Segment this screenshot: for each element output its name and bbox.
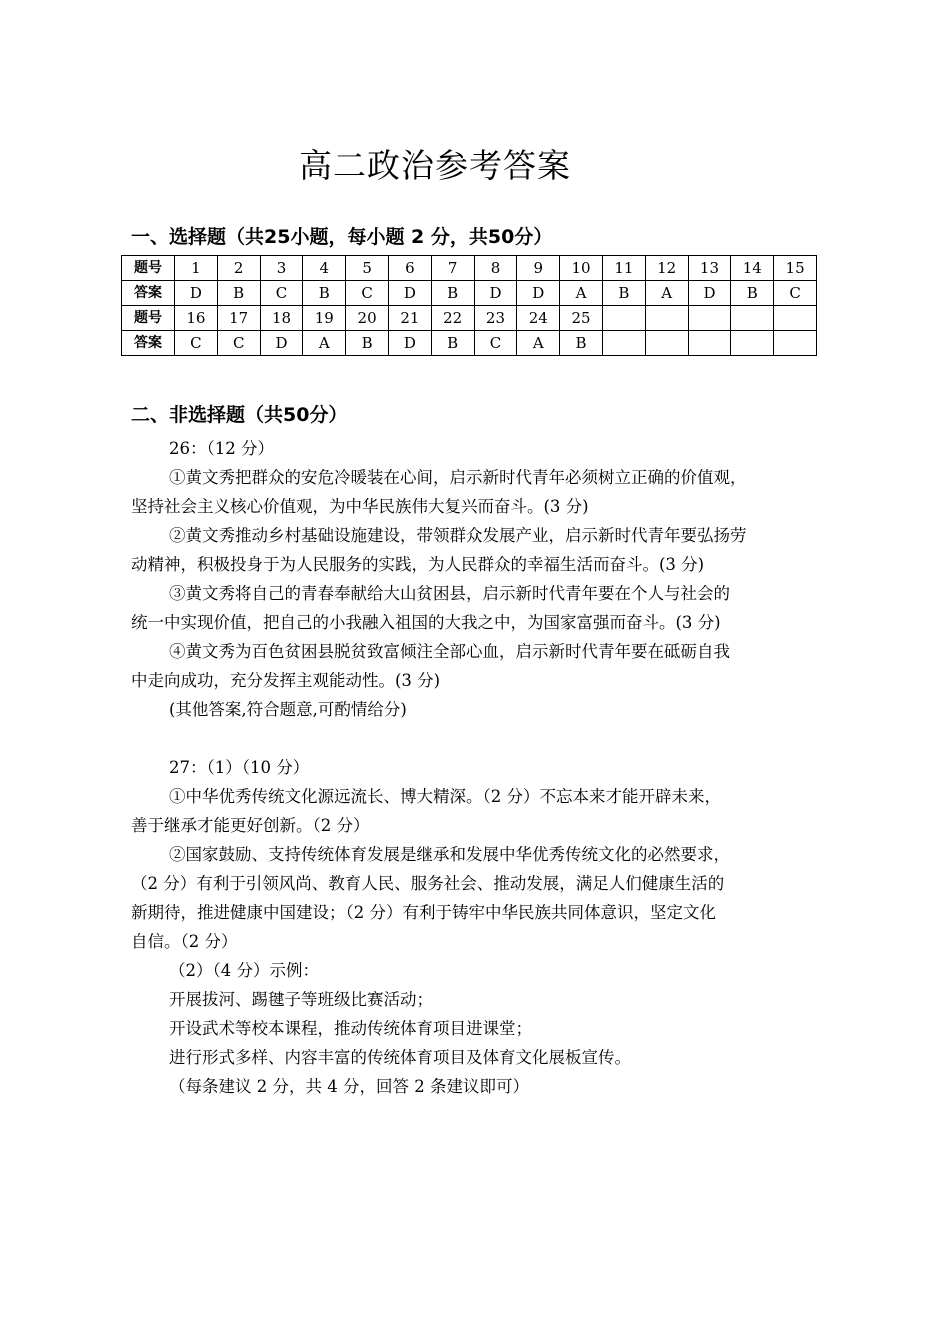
empty-cell [602, 306, 645, 331]
answer-cell: C [217, 331, 260, 356]
question-number: 14 [731, 256, 774, 281]
answer-line: ④黄文秀为百色贫困县脱贫致富倾注全部心血，启示新时代青年要在砥砺自我 [169, 642, 730, 661]
answer-cell: B [560, 331, 603, 356]
answer-cell: B [431, 331, 474, 356]
question-number: 11 [602, 256, 645, 281]
answer-line: 动精神，积极投身于为人民服务的实践，为人民群众的幸福生活而奋斗。(3 分) [131, 555, 705, 574]
answer-line: 自信。（2 分） [131, 932, 238, 951]
answer-cell: C [774, 281, 817, 306]
answer-line: （2 分）有利于引领风尚、教育人民、服务社会、推动发展，满足人们健康生活的 [131, 874, 725, 893]
question-27-part2-header: （2）（4 分）示例： [169, 961, 319, 980]
question-number: 24 [517, 306, 560, 331]
question-26-header: 26：（12 分） [169, 439, 274, 458]
answer-table [121, 255, 817, 356]
answer-cell: B [217, 281, 260, 306]
answer-cell: B [731, 281, 774, 306]
answer-line: ①黄文秀把群众的安危冷暖装在心间，启示新时代青年必须树立正确的价值观， [169, 468, 747, 487]
answer-cell: C [175, 331, 218, 356]
answer-cell: D [474, 281, 517, 306]
question-number: 9 [517, 256, 560, 281]
empty-cell [731, 306, 774, 331]
answer-cell: B [431, 281, 474, 306]
scoring-note: （每条建议 2 分，共 4 分，回答 2 条建议即可） [169, 1077, 529, 1096]
scoring-note: (其他答案,符合题意,可酌情给分) [169, 700, 407, 719]
question-number: 7 [431, 256, 474, 281]
answer-cell: A [303, 331, 346, 356]
answer-cell: A [560, 281, 603, 306]
empty-cell [774, 306, 817, 331]
question-number: 16 [175, 306, 218, 331]
question-27-header: 27：（1）（10 分） [169, 758, 310, 777]
answer-line: ①中华优秀传统文化源远流长、博大精深。（2 分）不忘本来才能开辟未来， [169, 787, 721, 806]
answer-cell: D [175, 281, 218, 306]
question-number: 21 [388, 306, 431, 331]
answer-cell: C [346, 281, 389, 306]
question-number: 22 [431, 306, 474, 331]
section1-heading: 一、选择题（共25小题，每小题 2 分，共50分） [131, 226, 553, 248]
question-number: 23 [474, 306, 517, 331]
suggestion-item: 开展拔河、踢毽子等班级比赛活动； [169, 990, 433, 1009]
answer-line: 中走向成功，充分发挥主观能动性。(3 分) [131, 671, 441, 690]
row-label-number: 题号 [122, 306, 175, 331]
answer-line: ②黄文秀推动乡村基础设施建设，带领群众发展产业，启示新时代青年要弘扬劳 [169, 526, 747, 545]
question-number: 6 [388, 256, 431, 281]
empty-cell [645, 306, 688, 331]
table-row-answers-2 [122, 331, 817, 356]
question-number: 19 [303, 306, 346, 331]
suggestion-item: 开设武术等校本课程，推动传统体育项目进课堂； [169, 1019, 532, 1038]
answer-cell: D [388, 331, 431, 356]
table-row-numbers-2 [122, 306, 817, 331]
question-number: 13 [688, 256, 731, 281]
answer-cell: A [517, 331, 560, 356]
empty-cell [645, 331, 688, 356]
answer-cell: B [346, 331, 389, 356]
question-number: 1 [175, 256, 218, 281]
answer-cell: D [517, 281, 560, 306]
answer-line: 新期待，推进健康中国建设；（2 分）有利于铸牢中华民族共同体意识，坚定文化 [131, 903, 716, 922]
row-label-answer: 答案 [122, 281, 175, 306]
suggestion-item: 进行形式多样、内容丰富的传统体育项目及体育文化展板宣传。 [169, 1048, 631, 1067]
question-number: 10 [560, 256, 603, 281]
answer-cell: C [474, 331, 517, 356]
table-row-numbers-1 [122, 256, 817, 281]
question-number: 3 [260, 256, 303, 281]
question-number: 4 [303, 256, 346, 281]
answer-cell: D [260, 331, 303, 356]
question-number: 5 [346, 256, 389, 281]
question-number: 20 [346, 306, 389, 331]
answer-cell: C [260, 281, 303, 306]
question-number: 18 [260, 306, 303, 331]
answer-line: ③黄文秀将自己的青春奉献给大山贫困县，启示新时代青年要在个人与社会的 [169, 584, 730, 603]
row-label-number: 题号 [122, 256, 175, 281]
page-title: 高二政治参考答案 [299, 146, 571, 185]
answer-line: 善于继承才能更好创新。（2 分） [131, 816, 370, 835]
answer-line: 坚持社会主义核心价值观，为中华民族伟大复兴而奋斗。(3 分) [131, 497, 589, 516]
empty-cell [602, 331, 645, 356]
question-number: 15 [774, 256, 817, 281]
answer-line: 统一中实现价值，把自己的小我融入祖国的大我之中，为国家富强而奋斗。(3 分) [131, 613, 721, 632]
empty-cell [688, 331, 731, 356]
question-number: 12 [645, 256, 688, 281]
question-number: 17 [217, 306, 260, 331]
section2-heading: 二、非选择题（共50分） [131, 404, 348, 426]
question-number: 2 [217, 256, 260, 281]
answer-cell: B [602, 281, 645, 306]
answer-cell: A [645, 281, 688, 306]
row-label-answer: 答案 [122, 331, 175, 356]
empty-cell [688, 306, 731, 331]
answer-cell: D [688, 281, 731, 306]
question-number: 8 [474, 256, 517, 281]
empty-cell [774, 331, 817, 356]
answer-cell: B [303, 281, 346, 306]
empty-cell [731, 331, 774, 356]
answer-line: ②国家鼓励、支持传统体育发展是继承和发展中华优秀传统文化的必然要求， [169, 845, 730, 864]
table-row-answers-1 [122, 281, 817, 306]
answer-cell: D [388, 281, 431, 306]
question-number: 25 [560, 306, 603, 331]
